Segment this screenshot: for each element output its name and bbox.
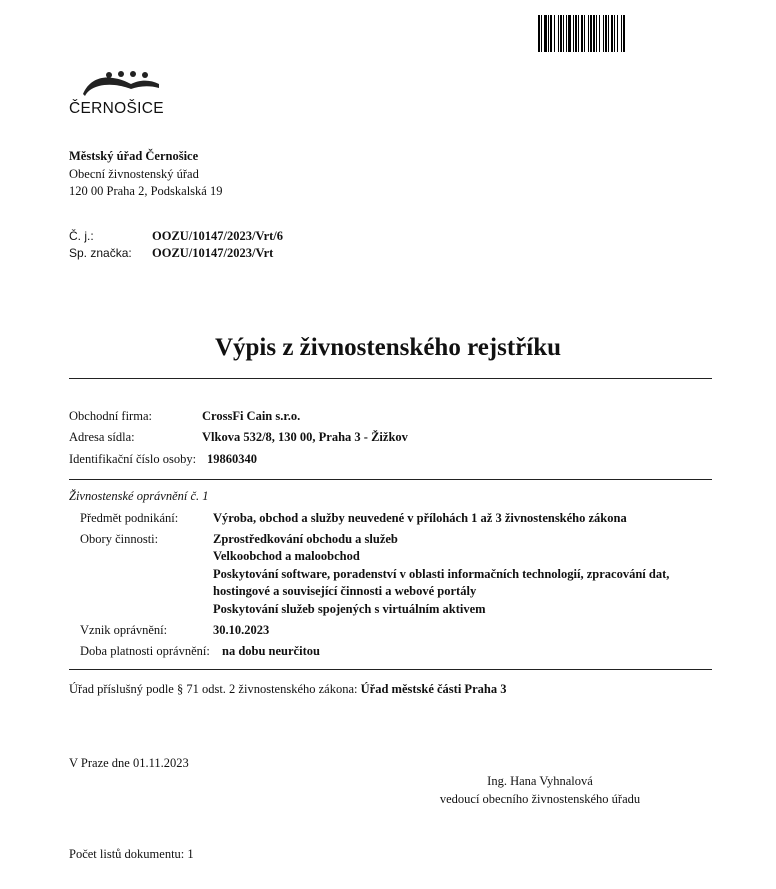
- address-label: Adresa sídla:: [69, 430, 135, 444]
- validity-label: Doba platnosti oprávnění:: [80, 644, 210, 658]
- divider: [69, 479, 712, 480]
- authority-value: Úřad městské části Praha 3: [360, 682, 507, 696]
- id-label: Identifikační číslo osoby:: [69, 452, 197, 466]
- divider: [69, 378, 712, 379]
- cernosice-logo-figures-icon: [79, 70, 163, 96]
- validity-value: na dobu neurčitou: [222, 644, 320, 658]
- id-value: 19860340: [207, 452, 257, 466]
- firm-value: CrossFi Cain s.r.o.: [202, 409, 301, 423]
- logo-text: ČERNOŠICE: [69, 100, 164, 117]
- field-item: Velkoobchod a maloobchod: [213, 549, 360, 563]
- fields-label: Obory činnosti:: [80, 532, 159, 546]
- barcode-bar: [625, 15, 626, 52]
- document-title: Výpis z živnostenského rejstříku: [214, 334, 562, 361]
- signature-role: vedoucí obecního živnostenského úřadu: [439, 792, 641, 806]
- origin-label: Vznik oprávnění:: [80, 623, 168, 637]
- ref-sp-value: OOZU/10147/2023/Vrt: [152, 246, 274, 260]
- ref-cj-value: OOZU/10147/2023/Vrt/6: [152, 229, 284, 243]
- signature-name: Ing. Hana Vyhnalová: [487, 774, 593, 788]
- field-item: hostingové a související činnosti a webové portály: [213, 584, 477, 598]
- firm-label: Obchodní firma:: [69, 409, 152, 423]
- barcode: [538, 15, 712, 52]
- origin-value: 30.10.2023: [213, 623, 270, 637]
- authority-line: [69, 681, 506, 697]
- license-heading: Živnostenské oprávnění č. 1: [69, 489, 209, 503]
- subject-label: Předmět podnikání:: [80, 511, 179, 525]
- address-value: Vlkova 532/8, 130 00, Praha 3 - Žižkov: [202, 430, 408, 444]
- authority-label: Úřad příslušný podle § 71 odst. 2 živnostenského zákona:: [69, 682, 358, 696]
- ref-sp-label: Sp. značka:: [69, 246, 132, 260]
- office-name: Městský úřad Černošice: [69, 149, 199, 163]
- field-item: Poskytování software, poradenství v oblasti informačních technologií, zpracování dat,: [213, 567, 670, 581]
- field-item: Poskytování služeb spojených s virtuálním aktivem: [213, 602, 486, 616]
- page-count: Počet listů dokumentu: 1: [69, 847, 194, 861]
- subject-value: Výroba, obchod a služby neuvedené v přílohách 1 až 3 živnostenského zákona: [213, 511, 627, 525]
- cernosice-logo: [69, 70, 169, 120]
- place-date: V Praze dne 01.11.2023: [69, 756, 189, 770]
- field-item: Zprostředkování obchodu a služeb: [213, 532, 398, 546]
- ref-cj-label: Č. j.:: [69, 229, 94, 243]
- divider: [69, 669, 712, 670]
- office-address: 120 00 Praha 2, Podskalská 19: [69, 184, 223, 198]
- office-department: Obecní živnostenský úřad: [69, 167, 199, 181]
